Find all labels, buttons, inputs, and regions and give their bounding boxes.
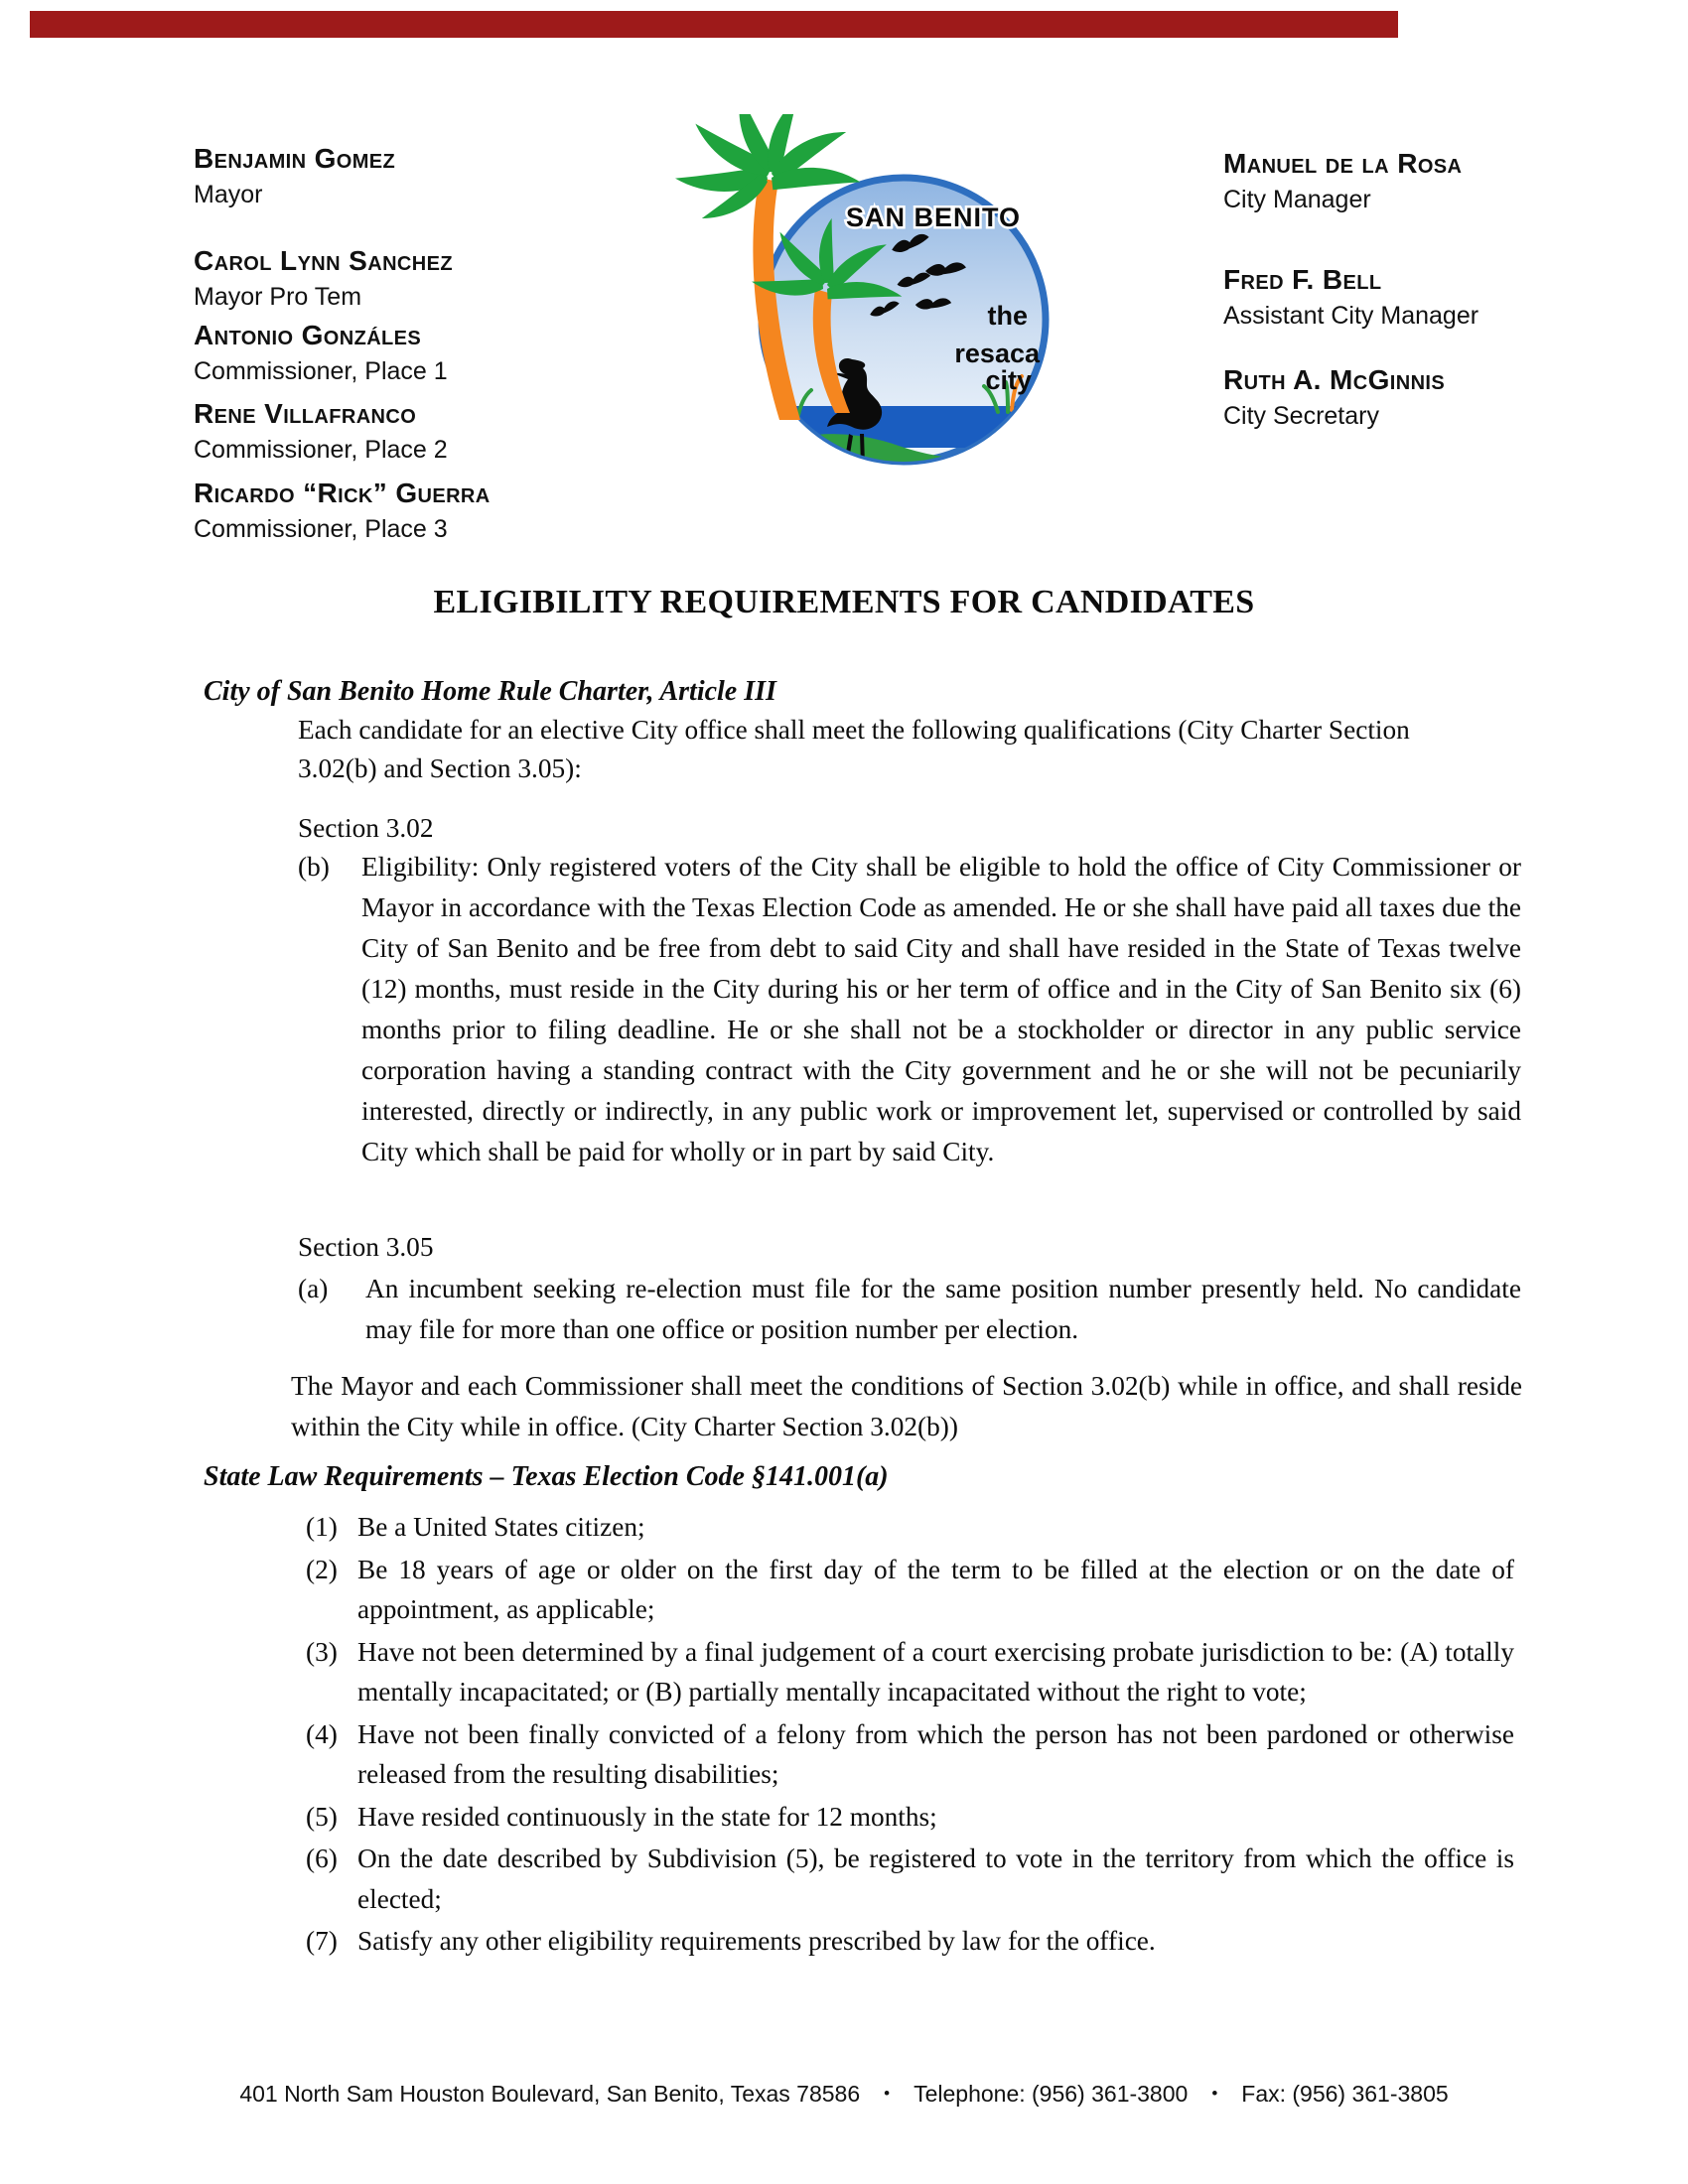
law-item xyxy=(306,1714,1514,1795)
state-law-heading: State Law Requirements – Texas Election Code §141.001(a) xyxy=(204,1461,889,1492)
official-entry xyxy=(1223,365,1445,430)
law-item xyxy=(306,1797,1514,1838)
charter-heading: City of San Benito Home Rule Charter, Article III xyxy=(204,676,776,707)
logo-tagline-line: the xyxy=(987,301,1028,331)
law-item xyxy=(306,1507,1514,1548)
footer-address: 401 North Sam Houston Boulevard, San Benito, Texas 78586 xyxy=(239,2081,861,2107)
official-title: Commissioner, Place 1 xyxy=(194,357,448,385)
logo-tagline-line: city xyxy=(985,365,1032,395)
law-item-number: (6) xyxy=(306,1843,338,1873)
city-logo-graphic xyxy=(611,114,1057,481)
official-name: Ricardo “Rick” Guerra xyxy=(194,478,491,508)
law-item-number: (4) xyxy=(306,1718,338,1749)
item-label: (b) xyxy=(298,852,330,882)
law-item-text: Be a United States citizen; xyxy=(357,1512,645,1542)
law-item-text: Have resided continuously in the state for 12 months; xyxy=(357,1801,937,1832)
section-302-label: Section 3.02 xyxy=(298,813,434,843)
official-title: Commissioner, Place 2 xyxy=(194,436,448,464)
official-title: City Secretary xyxy=(1223,402,1379,430)
official-entry xyxy=(194,321,448,385)
item-text: Eligibility: Only registered voters of the City shall be eligible to hold the office of City Commissioner or Mayor in accordance with the Texas Election Code as amended. He or she shall have paid all taxes due the City of San Benito and be free from debt to said City and shall have resided in the State of Texas twelve (12) months, must reside in the City during his or her term of office and in the City of San Benito six (6) months prior to filing deadline. He or she shall not be a stockholder or director in any public service corporation having a standing contract with the City government and he or she will not be pecuniarily interested, directly or indirectly, in any public work or improvement let, supervised or controlled by said City which shall be paid for wholly or in part by said City. xyxy=(361,852,1521,1166)
official-title: Commissioner, Place 3 xyxy=(194,515,448,543)
item-label: (a) xyxy=(298,1274,329,1303)
law-item-text: Be 18 years of age or older on the first day of the term to be filled at the election or on the date of appointment, as applicable; xyxy=(357,1554,1514,1624)
official-name: Carol Lynn Sanchez xyxy=(194,245,453,276)
official-entry xyxy=(194,478,491,543)
section-302-item xyxy=(298,847,1521,1172)
official-name: Ruth A. McGinnis xyxy=(1223,364,1446,395)
charter-intro: Each candidate for an elective City office shall meet the following qualifications (City Charter Section 3.02(b) and Section 3.05): xyxy=(298,715,1410,783)
official-entry xyxy=(1223,149,1462,213)
item-text: An incumbent seeking re-election must file for the same position number presently held. No candidate may file for more than one office or position number per election. xyxy=(365,1274,1521,1344)
official-entry xyxy=(194,246,453,311)
official-name: Manuel de la Rosa xyxy=(1223,148,1463,179)
official-title: Assistant City Manager xyxy=(1223,302,1479,330)
official-name: Fred F. Bell xyxy=(1223,264,1382,295)
logo-tagline-line: resaca xyxy=(954,339,1040,368)
section-305-label: Section 3.05 xyxy=(298,1232,434,1262)
law-item-number: (1) xyxy=(306,1512,338,1542)
law-item-text: On the date described by Subdivision (5), be registered to vote in the territory from which the office is elected; xyxy=(357,1843,1514,1914)
law-item-text: Satisfy any other eligibility requirements prescribed by law for the office. xyxy=(357,1926,1156,1956)
page-title: ELIGIBILITY REQUIREMENTS FOR CANDIDATES xyxy=(433,584,1255,620)
state-law-list xyxy=(306,1507,1514,1964)
official-entry xyxy=(194,399,448,464)
law-item-text: Have not been determined by a final judgement of a court exercising probate jurisdiction to be: (A) totally mentally incapacitated; or (B) partially mentally incapacitated without the right to vote; xyxy=(357,1636,1514,1706)
mayor-note: The Mayor and each Commissioner shall meet the conditions of Section 3.02(b) while in office, and shall reside within the City while in office. (City Charter Section 3.02(b)) xyxy=(291,1371,1522,1441)
official-name: Benjamin Gomez xyxy=(194,143,396,174)
section-305-item xyxy=(298,1269,1521,1350)
page-footer xyxy=(0,2081,1688,2108)
law-item-text: Have not been finally convicted of a felony from which the person has not been pardoned or otherwise released from the resulting disabilities; xyxy=(357,1718,1514,1789)
law-item xyxy=(306,1921,1514,1962)
law-item xyxy=(306,1632,1514,1712)
official-entry xyxy=(194,144,395,208)
law-item-number: (5) xyxy=(306,1801,338,1832)
top-red-bar xyxy=(30,11,1398,38)
law-item-number: (2) xyxy=(306,1554,338,1584)
footer-bullet: • xyxy=(1211,2084,1218,2103)
footer-telephone: Telephone: (956) 361-3800 xyxy=(914,2081,1189,2107)
footer-fax: Fax: (956) 361-3805 xyxy=(1241,2081,1449,2107)
law-item xyxy=(306,1839,1514,1919)
official-title: Mayor xyxy=(194,181,263,208)
official-name: Rene Villafranco xyxy=(194,398,417,429)
official-name: Antonio Gonzáles xyxy=(194,320,422,350)
law-item-number: (7) xyxy=(306,1926,338,1956)
law-item xyxy=(306,1550,1514,1630)
official-title: City Manager xyxy=(1223,186,1371,213)
footer-bullet: • xyxy=(884,2084,891,2103)
san-benito-logo xyxy=(611,114,1057,481)
official-entry xyxy=(1223,265,1478,330)
official-title: Mayor Pro Tem xyxy=(194,283,362,311)
law-item-number: (3) xyxy=(306,1636,338,1667)
logo-city-name: SAN BENITO xyxy=(845,203,1022,232)
